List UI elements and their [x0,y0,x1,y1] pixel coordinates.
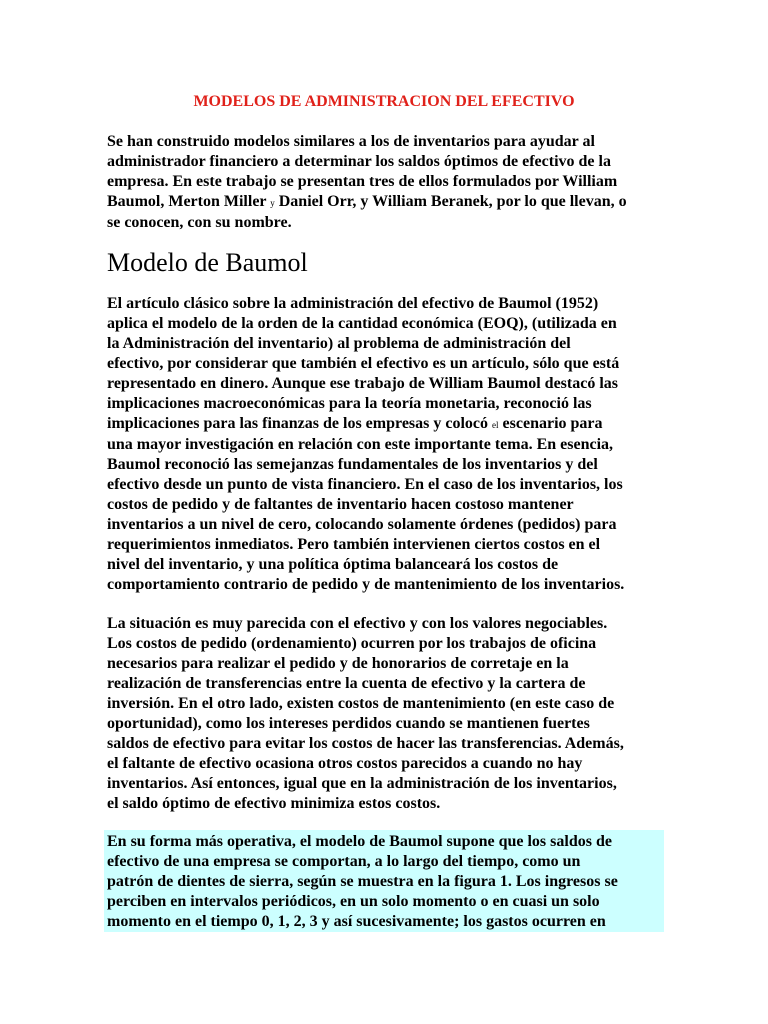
text-line: comportamiento contrario de pedido y de mantenimiento de los inventarios. [107,576,625,593]
text-line: momento en el tiempo 0, 1, 2, 3 y así sucesivamente; los gastos ocurren en [107,913,606,930]
text-line: se conocen, con su nombre. [107,214,292,231]
text-line: empresa. En este trabajo se presentan tres de ellos formulados por William [107,173,618,190]
text-line: realización de transferencias entre la cuenta de efectivo y la cartera de [107,675,586,692]
text-line: el faltante de efectivo ocasiona otros costos parecidos a cuando no hay [107,755,583,772]
text-line: representado en dinero. Aunque ese trabajo de William Baumol destacó las [107,375,618,392]
text-line: implicaciones macroeconómicas para la teoría monetaria, reconoció las [107,395,592,412]
text-line: administrador financiero a determinar los saldos óptimos de efectivo de la [107,153,611,170]
text-line: saldos de efectivo para evitar los costos de hacer las transferencias. Además, [107,735,624,752]
text-line: oportunidad), como los intereses perdidos cuando se mantienen fuertes [107,715,590,732]
text-line: nivel del inventario, y una política óptima balanceará los costos de [107,556,559,573]
text-line: costos de pedido y de faltantes de inventario hacen costoso mantener [107,496,574,513]
text-line: perciben en intervalos periódicos, en un solo momento o en cuasi un solo [107,893,600,910]
text-line: el saldo óptimo de efectivo minimiza estos costos. [107,795,441,812]
text-line: Se han construido modelos similares a los de inventarios para ayudar al [107,133,595,150]
text-line: patrón de dientes de sierra, según se muestra en la figura 1. Los ingresos se [107,873,618,890]
section-heading: Modelo de Baumol [107,248,308,277]
text-line: Baumol, Merton Miller y Daniel Orr, y William Beranek, por lo que llevan, o [107,193,627,210]
text-line: requerimientos inmediatos. Pero también intervienen ciertos costos en el [107,536,601,553]
text-line: la Administración del inventario) al problema de administración del [107,335,571,352]
text-line: implicaciones para las finanzas de los empresas y colocó el escenario para [107,415,603,432]
baumol-paragraph-3 [107,832,667,932]
text-line: La situación es muy parecida con el efectivo y con los valores negociables. [107,615,608,632]
text-line: inventarios. Así entonces, igual que en la administración de los inventarios, [107,775,617,792]
text-line: En su forma más operativa, el modelo de Baumol supone que los saldos de [107,833,612,850]
text-line: inversión. En el otro lado, existen costos de mantenimiento (en este caso de [107,695,615,712]
text-line: una mayor investigación en relación con este importante tema. En esencia, [107,436,614,453]
text-line: efectivo desde un punto de vista financiero. En el caso de los inventarios, los [107,476,623,493]
text-line: efectivo, por considerar que también el efectivo es un artículo, sólo que está [107,355,620,372]
text-line: Baumol reconoció las semejanzas fundamentales de los inventarios y del [107,456,598,473]
text-line: Los costos de pedido (ordenamiento) ocurren por los trabajos de oficina [107,635,597,652]
baumol-paragraph-1 [107,294,667,595]
text-line: El artículo clásico sobre la administración del efectivo de Baumol (1952) [107,295,599,312]
text-line: necesarios para realizar el pedido y de honorarios de corretaje en la [107,655,569,672]
intro-paragraph [107,132,667,233]
document-title: MODELOS DE ADMINISTRACION DEL EFECTIVO [193,93,575,110]
text-line: aplica el modelo de la orden de la cantidad económica (EOQ), (utilizada en [107,315,617,332]
text-line: inventarios a un nivel de cero, colocando solamente órdenes (pedidos) para [107,516,617,533]
text-line: efectivo de una empresa se comportan, a lo largo del tiempo, como un [107,853,581,870]
baumol-paragraph-2 [107,614,667,814]
